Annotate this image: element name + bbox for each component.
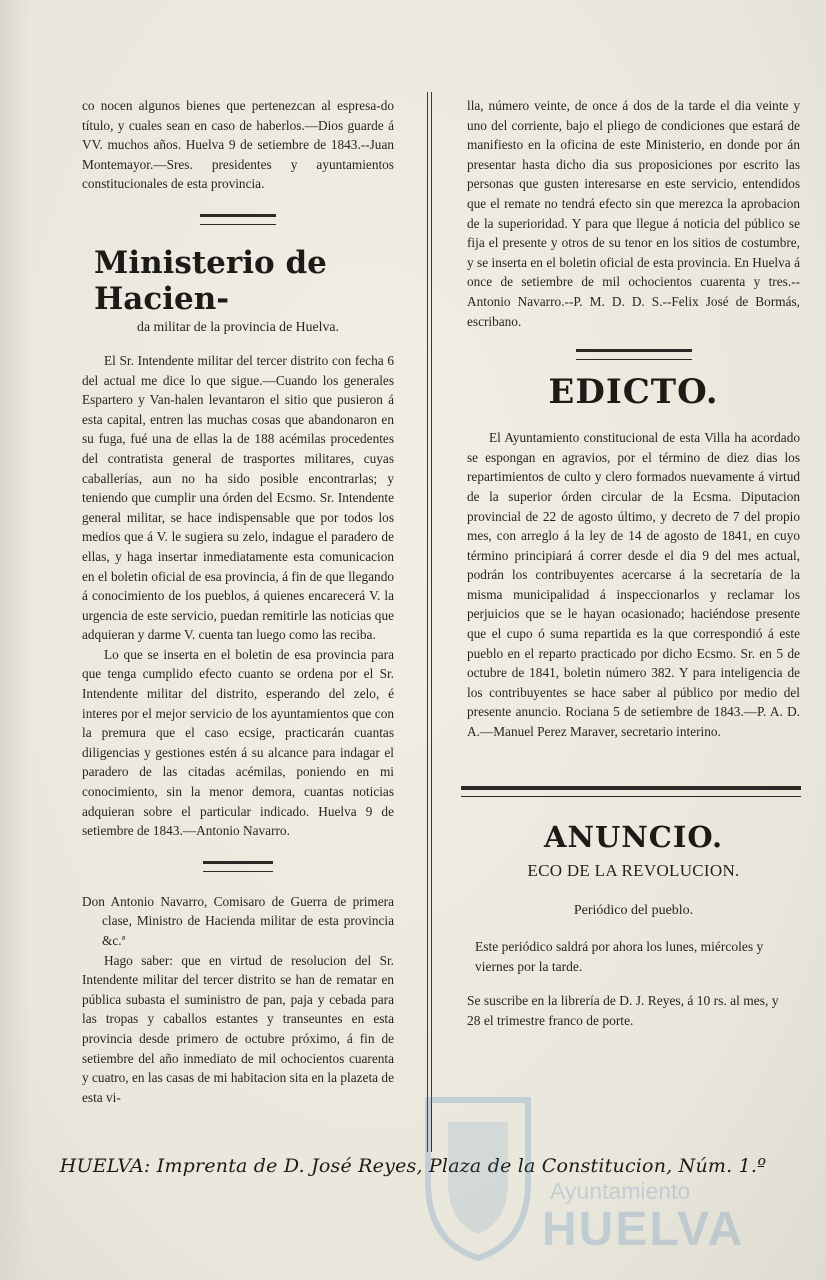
shield-icon (418, 1092, 538, 1262)
section-subtitle: da militar de la provincia de Huelva. (137, 318, 339, 334)
publication-days: Este periódico saldrá por ahora los lunes, miércoles y viernes por la tarde. (475, 938, 764, 974)
section-title: Ministerio de Hacien- (94, 244, 327, 317)
section-divider (576, 349, 692, 360)
intro-paragraph: co nocen algunos bienes que pertenezcan al espresa-do título, y cuales sean en caso de haberlos.—Dios guarde á VV. muchos años. Huelva 9 de setiembre de 1843.--Juan Montemayor.—Sres. presidentes y ayuntamientos constitucionales de esta provincia. (82, 98, 394, 192)
anuncio-title: ANUNCIO. (543, 819, 724, 854)
boletin-paragraph: Lo que se inserta en el boletin de esa provincia para que tenga cumplido efecto cuanto se ordena por el Sr. Intendente militar del distrito, esperando del zelo, é interes por el mejor servicio de los ayuntamientos que con la premura que el caso ecsige, practicarán cuantas diligencias y gestiones estén á su alcance para indagar el paradero de las citadas acémilas, poniendo en mi conocimiento, sin la menor demora, cuantas noticias adquieran sobre el particular indicado. Huelva 9 de setiembre de 1843.—Antonio Navarro. (82, 646, 394, 839)
left-column (82, 96, 394, 1107)
subasta-paragraph: Hago saber: que en virtud de resolucion del Sr. Intendente militar del tercer distrito se han de rematar en pública subasta el suministro de pan, paja y cebada para las tropas y caballos estantes y transeuntes en esta provincia desde primero de octubre próximo, á fin de setiembre del año inmediato de mil ochocientos cuarenta y cuatro, en las casas de mi habitacion sita en la plazeta de esta vi- (82, 952, 394, 1105)
periodical-name: ECO DE LA REVOLUCION. (527, 860, 740, 880)
edicto-title: EDICTO. (548, 372, 719, 413)
right-column (467, 96, 800, 1045)
printer-imprint: HUELVA: Imprenta de D. José Reyes, Plaza de la Constitucion, Núm. 1.º (59, 1155, 767, 1177)
column-rule (427, 92, 428, 1152)
subasta-continuation: lla, número veinte, de once á dos de la tarde el dia veinte y uno del corriente, bajo el pliego de condiciones que estará de manifiesto en la oficina de este Ministerio, en donde por án presentar hasta dicho dia sus proposiciones por escrito las personas que gusten interesarse en este servicio, entendidos que el remate no tendrá efecto sin que merezca la aprobacion de la superioridad. Y para que llegue á noticia del público se fija el presente y otros de su tenor en los sitios de costumbre, y se inserta en el boletin oficial de esta provincia. En Huelva á once de setiembre de mil ochocientos cuarenta y tres.--Antonio Navarro.--P. M. D. D. S.--Felix José de Bormás, escribano. (467, 98, 800, 329)
section-divider (200, 214, 276, 225)
intendente-paragraph: El Sr. Intendente militar del tercer distrito con fecha 6 del actual me dice lo que sigue.—Cuando los generales Espartero y Van-halen levantaron el sitio que pusieron á esta capital, entren las muchas cosas que abandonaron en su fuga, fué una de ellas la de 188 acémilas procedentes del contratista general de trasportes militares, cuyas caballerías, aun no ha sido posible encontrarlas; y teniendo que cumplir una órden del Ecsmo. Sr. Intendente general militar, se hace indispensable que por todos los medios que á V. le sugiera su zelo, indague el paradero de ellas, y haga insertar inmediatamente esta comunicacion en el boletin oficial de esa provincia, á fin de que llegando á conocimiento de los pueblos, á quienes encarecerá V. la urgencia de este servicio, puedan remitirle las noticias que adquieran y darme V. cuenta tan luego como las reciba. (82, 352, 394, 643)
subscription-info: Se suscribe en la librería de D. J. Reyes, á 10 rs. al mes, y 28 el trimestre franco de porte. (467, 992, 779, 1028)
edicto-text: El Ayuntamiento constitucional de esta Villa ha acordado se espongan en agravios, por el término de diez dias los repartimientos de culto y clero formados nuevamente á virtud de la superior órden circular de la Ecsma. Diputacion provincial de 22 de agosto último, y decreto de 7 del propio mes, con arreglo á la ley de 14 de agosto de 1841, en cuyo término principiará á correr desde el dia 9 del mes actual, podrán los contribuyentes acercarse á la secretaría de la misma municipalidad á inspeccionarlos y reclamar los perjuicios que se le hayan ocasionado; haciéndose presente que el cupo ó suma repartida es la que correspondió á este pueblo en el reparto practicado por dicho Ecsmo. Sr. en 5 de octubre de 1841, boletin número 382. Y para inteligencia de los contribuyentes se hace saber al público por medio del presente anuncio. Rociana 5 de setiembre de 1843.—P. A. D. A.—Manuel Perez Maraver, secretario interino. (467, 430, 800, 740)
watermark-line2: HUELVA (542, 1203, 745, 1256)
archive-watermark (418, 1092, 798, 1262)
page-edge-shadow (0, 0, 30, 1280)
watermark-line1: Ayuntamiento (550, 1178, 691, 1204)
navarro-heading-paragraph: Don Antonio Navarro, Comisaro de Guerra de primera clase, Ministro de Hacienda militar de esta provincia &c.ª (82, 893, 394, 948)
section-divider (461, 786, 801, 797)
periodical-subtitle: Periódico del pueblo. (573, 902, 694, 918)
section-divider (203, 861, 273, 872)
